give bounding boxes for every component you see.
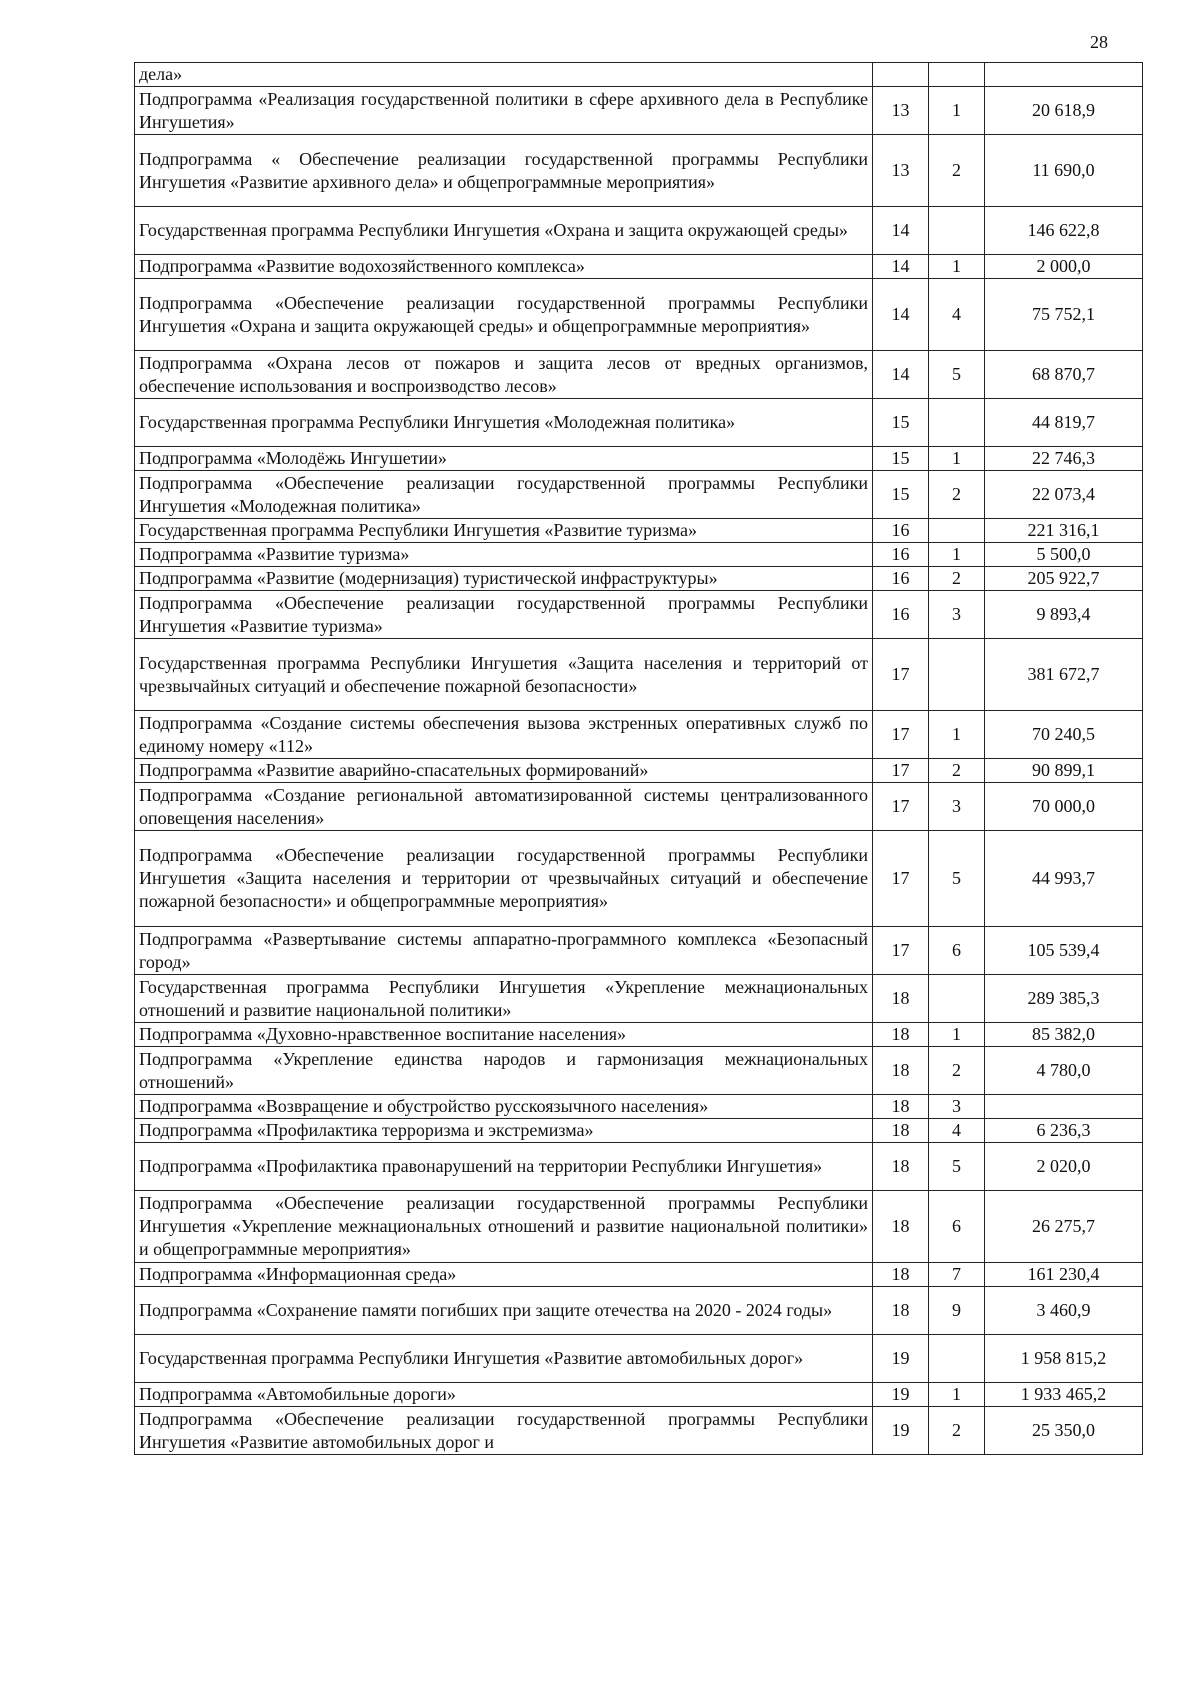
subprogram-code-cell: 4 (929, 1119, 985, 1143)
amount-cell (985, 1095, 1143, 1119)
program-name-cell: Государственная программа Республики Ингушетия «Охрана и защита окружающей среды» (135, 207, 873, 255)
program-name-cell: Подпрограмма «Охрана лесов от пожаров и защита лесов от вредных организмов, обеспечение использования и воспроизводство лесов» (135, 351, 873, 399)
subprogram-code-cell: 2 (929, 567, 985, 591)
program-code-cell: 13 (873, 87, 929, 135)
program-code-cell: 16 (873, 567, 929, 591)
program-name-cell: Подпрограмма «Сохранение памяти погибших при защите отечества на 2020 - 2024 годы» (135, 1287, 873, 1335)
amount-cell (985, 63, 1143, 87)
table-row (135, 567, 1143, 591)
table-row (135, 591, 1143, 639)
program-code-cell: 18 (873, 1023, 929, 1047)
program-name-cell: Подпрограмма « Обеспечение реализации государственной программы Республики Ингушетия «Развитие архивного дела» и общепрограммные мероприятия» (135, 135, 873, 207)
subprogram-code-cell: 6 (929, 1191, 985, 1263)
table-row (135, 1263, 1143, 1287)
amount-cell: 105 539,4 (985, 927, 1143, 975)
program-name-cell: Государственная программа Республики Ингушетия «Молодежная политика» (135, 399, 873, 447)
program-name-cell: Подпрограмма «Реализация государственной политики в сфере архивного дела в Республике Ингушетия» (135, 87, 873, 135)
subprogram-code-cell (929, 639, 985, 711)
amount-cell: 2 020,0 (985, 1143, 1143, 1191)
program-code-cell: 19 (873, 1407, 929, 1455)
amount-cell: 9 893,4 (985, 591, 1143, 639)
table-row (135, 711, 1143, 759)
subprogram-code-cell (929, 399, 985, 447)
subprogram-code-cell: 9 (929, 1287, 985, 1335)
program-code-cell: 18 (873, 1143, 929, 1191)
program-code-cell: 18 (873, 1119, 929, 1143)
program-code-cell: 16 (873, 519, 929, 543)
amount-cell: 205 922,7 (985, 567, 1143, 591)
table-row (135, 255, 1143, 279)
amount-cell: 44 993,7 (985, 831, 1143, 927)
program-name-cell: Подпрограмма «Молодёжь Ингушетии» (135, 447, 873, 471)
program-code-cell (873, 63, 929, 87)
program-code-cell: 16 (873, 591, 929, 639)
table-row (135, 279, 1143, 351)
table-row (135, 1383, 1143, 1407)
program-code-cell: 14 (873, 351, 929, 399)
amount-cell: 5 500,0 (985, 543, 1143, 567)
amount-cell: 44 819,7 (985, 399, 1143, 447)
subprogram-code-cell: 2 (929, 1407, 985, 1455)
amount-cell: 4 780,0 (985, 1047, 1143, 1095)
subprogram-code-cell: 1 (929, 87, 985, 135)
subprogram-code-cell: 4 (929, 279, 985, 351)
amount-cell: 2 000,0 (985, 255, 1143, 279)
table-row (135, 783, 1143, 831)
program-code-cell: 18 (873, 975, 929, 1023)
program-name-cell: Подпрограмма «Информационная среда» (135, 1263, 873, 1287)
amount-cell: 161 230,4 (985, 1263, 1143, 1287)
subprogram-code-cell: 2 (929, 759, 985, 783)
program-code-cell: 17 (873, 831, 929, 927)
amount-cell: 22 073,4 (985, 471, 1143, 519)
amount-cell: 20 618,9 (985, 87, 1143, 135)
program-name-cell: Подпрограмма «Создание системы обеспечения вызова экстренных оперативных служб по единому номеру «112» (135, 711, 873, 759)
program-name-cell: Государственная программа Республики Ингушетия «Защита населения и территорий от чрезвычайных ситуаций и обеспечение пожарной безопасности» (135, 639, 873, 711)
amount-cell: 90 899,1 (985, 759, 1143, 783)
program-name-cell: Государственная программа Республики Ингушетия «Укрепление межнациональных отношений и развитие национальной политики» (135, 975, 873, 1023)
subprogram-code-cell: 1 (929, 255, 985, 279)
budget-table (134, 62, 1143, 1455)
program-name-cell: Государственная программа Республики Ингушетия «Развитие туризма» (135, 519, 873, 543)
table-row (135, 1095, 1143, 1119)
table-row (135, 639, 1143, 711)
program-code-cell: 14 (873, 207, 929, 255)
program-name-cell: Подпрограмма «Профилактика правонарушений на территории Республики Ингушетия» (135, 1143, 873, 1191)
table-row (135, 207, 1143, 255)
subprogram-code-cell: 1 (929, 1023, 985, 1047)
program-name-cell: Подпрограмма «Обеспечение реализации государственной программы Республики Ингушетия «Развитие автомобильных дорог и (135, 1407, 873, 1455)
table-row (135, 447, 1143, 471)
program-name-cell: Подпрограмма «Профилактика терроризма и экстремизма» (135, 1119, 873, 1143)
program-code-cell: 18 (873, 1263, 929, 1287)
program-name-cell: Подпрограмма «Обеспечение реализации государственной программы Республики Ингушетия «Развитие туризма» (135, 591, 873, 639)
table-row (135, 1143, 1143, 1191)
subprogram-code-cell: 1 (929, 711, 985, 759)
subprogram-code-cell: 2 (929, 1047, 985, 1095)
amount-cell: 146 622,8 (985, 207, 1143, 255)
program-code-cell: 15 (873, 447, 929, 471)
program-code-cell: 18 (873, 1287, 929, 1335)
program-name-cell: Подпрограмма «Развитие аварийно-спасательных формирований» (135, 759, 873, 783)
amount-cell: 70 240,5 (985, 711, 1143, 759)
table-row (135, 543, 1143, 567)
program-code-cell: 17 (873, 783, 929, 831)
amount-cell: 1 958 815,2 (985, 1335, 1143, 1383)
amount-cell: 70 000,0 (985, 783, 1143, 831)
program-name-cell: Подпрограмма «Укрепление единства народов и гармонизация межнациональных отношений» (135, 1047, 873, 1095)
subprogram-code-cell: 5 (929, 831, 985, 927)
subprogram-code-cell (929, 1335, 985, 1383)
program-name-cell: дела» (135, 63, 873, 87)
program-name-cell: Подпрограмма «Развитие туризма» (135, 543, 873, 567)
subprogram-code-cell: 7 (929, 1263, 985, 1287)
program-code-cell: 19 (873, 1335, 929, 1383)
subprogram-code-cell: 3 (929, 591, 985, 639)
amount-cell: 26 275,7 (985, 1191, 1143, 1263)
table-body (135, 63, 1143, 1455)
table-row (135, 471, 1143, 519)
table-row (135, 87, 1143, 135)
table-row (135, 135, 1143, 207)
amount-cell: 25 350,0 (985, 1407, 1143, 1455)
subprogram-code-cell: 2 (929, 471, 985, 519)
program-name-cell: Подпрограмма «Обеспечение реализации государственной программы Республики Ингушетия «Охрана и защита окружающей среды» и общепрограммные мероприятия» (135, 279, 873, 351)
table-row (135, 399, 1143, 447)
amount-cell: 381 672,7 (985, 639, 1143, 711)
table-row (135, 1335, 1143, 1383)
table-row (135, 1023, 1143, 1047)
table-row (135, 63, 1143, 87)
program-code-cell: 16 (873, 543, 929, 567)
subprogram-code-cell (929, 63, 985, 87)
subprogram-code-cell: 2 (929, 135, 985, 207)
table-row (135, 831, 1143, 927)
subprogram-code-cell (929, 975, 985, 1023)
program-name-cell: Подпрограмма «Развитие (модернизация) туристической инфраструктуры» (135, 567, 873, 591)
amount-cell: 68 870,7 (985, 351, 1143, 399)
amount-cell: 85 382,0 (985, 1023, 1143, 1047)
subprogram-code-cell: 3 (929, 783, 985, 831)
program-name-cell: Подпрограмма «Развертывание системы аппаратно-программного комплекса «Безопасный город» (135, 927, 873, 975)
program-name-cell: Подпрограмма «Обеспечение реализации государственной программы Республики Ингушетия «Укрепление межнациональных отношений и развитие национальной политики» и общепрограммные мероприятия» (135, 1191, 873, 1263)
subprogram-code-cell: 1 (929, 1383, 985, 1407)
program-name-cell: Подпрограмма «Возвращение и обустройство русскоязычного населения» (135, 1095, 873, 1119)
program-name-cell: Подпрограмма «Развитие водохозяйственного комплекса» (135, 255, 873, 279)
program-code-cell: 18 (873, 1047, 929, 1095)
program-name-cell: Подпрограмма «Автомобильные дороги» (135, 1383, 873, 1407)
amount-cell: 289 385,3 (985, 975, 1143, 1023)
amount-cell: 6 236,3 (985, 1119, 1143, 1143)
program-code-cell: 13 (873, 135, 929, 207)
program-code-cell: 14 (873, 279, 929, 351)
program-code-cell: 18 (873, 1191, 929, 1263)
table-row (135, 1047, 1143, 1095)
subprogram-code-cell: 5 (929, 1143, 985, 1191)
amount-cell: 75 752,1 (985, 279, 1143, 351)
table-row (135, 1119, 1143, 1143)
subprogram-code-cell: 1 (929, 543, 985, 567)
subprogram-code-cell: 6 (929, 927, 985, 975)
program-name-cell: Подпрограмма «Духовно-нравственное воспитание населения» (135, 1023, 873, 1047)
amount-cell: 221 316,1 (985, 519, 1143, 543)
program-name-cell: Подпрограмма «Обеспечение реализации государственной программы Республики Ингушетия «Защита населения и территории от чрезвычайных ситуаций и обеспечение пожарной безопасности» и общепрограммные мероприятия» (135, 831, 873, 927)
program-name-cell: Подпрограмма «Создание региональной автоматизированной системы централизованного оповещения населения» (135, 783, 873, 831)
table-row (135, 759, 1143, 783)
program-code-cell: 17 (873, 927, 929, 975)
table-row (135, 519, 1143, 543)
table-row (135, 351, 1143, 399)
program-code-cell: 17 (873, 711, 929, 759)
table-row (135, 1407, 1143, 1455)
subprogram-code-cell (929, 207, 985, 255)
table-row (135, 927, 1143, 975)
subprogram-code-cell: 3 (929, 1095, 985, 1119)
program-code-cell: 19 (873, 1383, 929, 1407)
program-code-cell: 17 (873, 759, 929, 783)
subprogram-code-cell: 1 (929, 447, 985, 471)
table-row (135, 1287, 1143, 1335)
table-row (135, 1191, 1143, 1263)
table-row (135, 975, 1143, 1023)
amount-cell: 3 460,9 (985, 1287, 1143, 1335)
program-name-cell: Подпрограмма «Обеспечение реализации государственной программы Республики Ингушетия «Молодежная политика» (135, 471, 873, 519)
amount-cell: 22 746,3 (985, 447, 1143, 471)
program-code-cell: 15 (873, 399, 929, 447)
subprogram-code-cell (929, 519, 985, 543)
program-name-cell: Государственная программа Республики Ингушетия «Развитие автомобильных дорог» (135, 1335, 873, 1383)
program-code-cell: 15 (873, 471, 929, 519)
program-code-cell: 17 (873, 639, 929, 711)
amount-cell: 11 690,0 (985, 135, 1143, 207)
page-number: 28 (1090, 32, 1108, 52)
amount-cell: 1 933 465,2 (985, 1383, 1143, 1407)
program-code-cell: 14 (873, 255, 929, 279)
program-code-cell: 18 (873, 1095, 929, 1119)
subprogram-code-cell: 5 (929, 351, 985, 399)
